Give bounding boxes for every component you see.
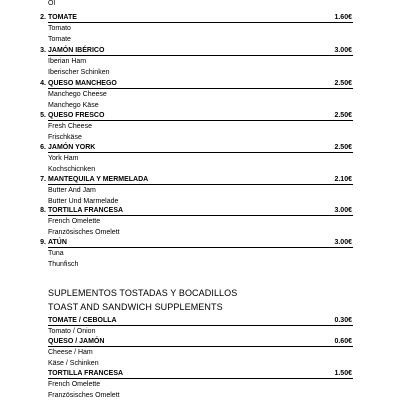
supplement-price: 1.50€ [334,370,352,377]
item-number: 2. [40,14,46,21]
item-number: 8. [40,207,46,214]
item-german: Tomate [48,36,71,43]
item-name: JAMÓN IBÉRICO [48,47,105,54]
item-german: Französisches Omelett [48,229,120,236]
item-price: 3.00€ [334,47,352,54]
item-divider [48,247,353,248]
item-german: Butter Und Marmelade [48,198,119,205]
item-number: 9. [40,239,46,246]
supplement-price: 0.60€ [334,338,352,345]
supplement-item [0,369,400,403]
item-number: 5. [40,112,46,119]
item-number: 3. [40,47,46,54]
supplement-item [0,337,400,371]
item-divider [48,55,353,56]
item-german: Kochschicnken [48,166,96,173]
item-english: Iberian Ham [48,58,87,65]
item-price: 3.00€ [334,239,352,246]
item-price: 2.50€ [334,80,352,87]
supplement-name: TOMATE / CEBOLLA [48,317,117,324]
item-name: QUESO MANCHEGO [48,80,117,87]
supplement-name: TORTILLA FRANCESA [48,370,124,377]
item-divider [48,120,353,121]
item-english: French Omelette [48,218,101,225]
item-german: Frischkäse [48,134,82,141]
item-german: Thunfisch [48,261,79,268]
item-name: TORTILLA FRANCESA [48,207,124,214]
supplement-price: 0.30€ [334,317,352,324]
item-name: TOMATE [48,14,77,21]
item-number: 7. [40,176,46,183]
item-number: 6. [40,144,46,151]
item-name: QUESO FRESCO [48,112,105,119]
item-german: Manchego Käse [48,102,99,109]
item-price: 1.60€ [334,14,352,21]
item-price: 3.00€ [334,207,352,214]
item-divider [48,215,353,216]
item-price: 2.10€ [334,176,352,183]
item-divider [48,152,353,153]
supplement-name: QUESO / JAMÓN [48,338,105,345]
supplement-english: Cheese / Ham [48,349,93,356]
item-name: JAMÓN YORK [48,144,96,151]
supplement-english: Tomato / Onion [48,328,96,335]
supplement-divider [48,378,353,379]
supplements-heading-spanish: SUPLEMENTOS TOSTADAS Y BOCADILLOS [48,288,238,298]
item-price: 2.50€ [334,144,352,151]
supplement-divider [48,325,353,326]
supplement-english: French Omelette [48,381,101,388]
previous-item-fragment: Öl [48,0,55,7]
item-name: ATÚN [48,239,67,246]
item-divider [48,184,353,185]
item-german: Iberischer Schinken [48,69,110,76]
menu-item [0,238,400,282]
item-english: Manchego Cheese [48,91,107,98]
item-english: York Ham [48,155,79,162]
item-name: MANTEQUILA Y MERMELADA [48,176,149,183]
item-price: 2.50€ [334,112,352,119]
item-english: Fresh Cheese [48,123,92,130]
item-english: Tuna [48,250,64,257]
item-english: Tomato [48,25,71,32]
supplement-divider [48,346,353,347]
supplement-german: Französisches Omelett [48,392,120,399]
item-number: 4. [40,80,46,87]
item-divider [48,22,353,23]
item-english: Butter And Jam [48,187,96,194]
supplement-german: Käse / Schinken [48,360,99,367]
supplements-heading-english: TOAST AND SANDWICH SUPPLEMENTS [48,302,223,312]
item-divider [48,88,353,89]
